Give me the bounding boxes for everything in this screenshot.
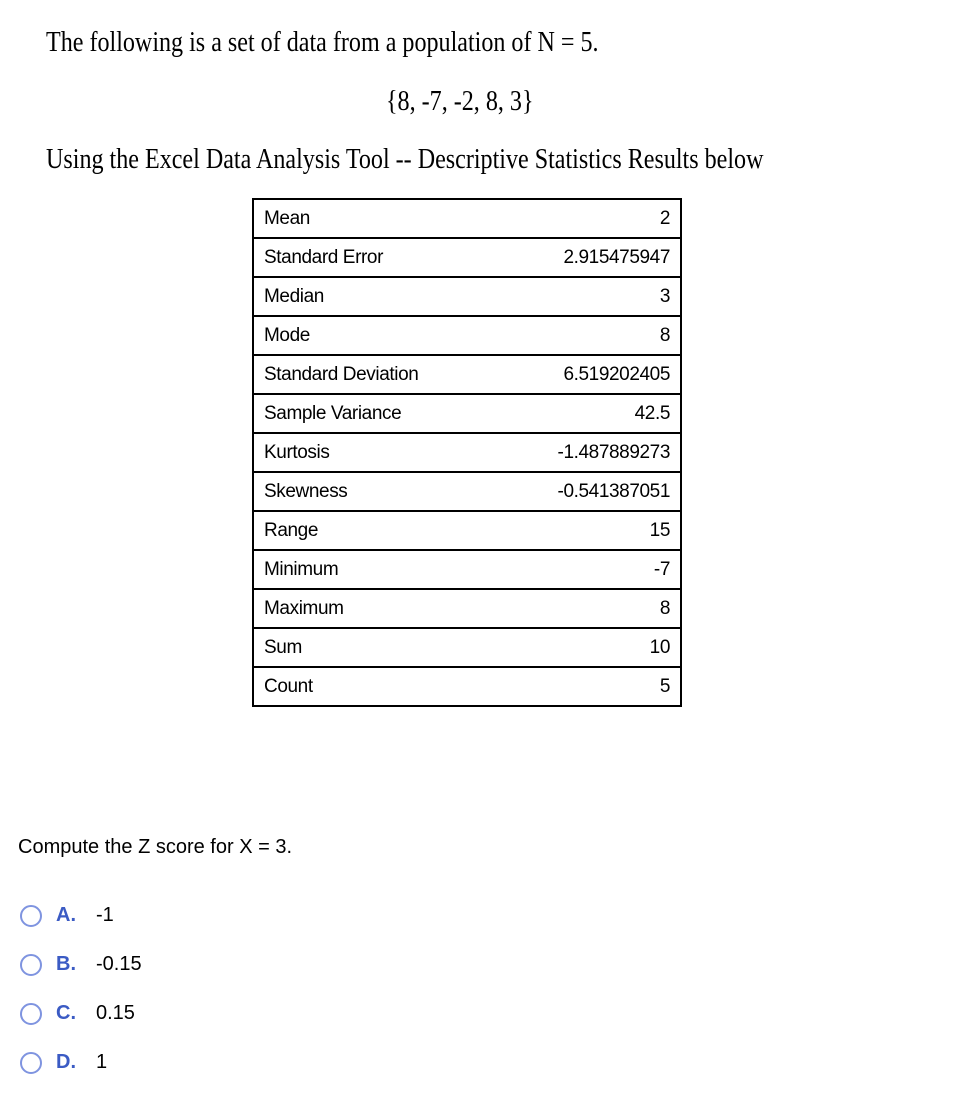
stat-value: 5 (496, 667, 681, 706)
stat-value: 3 (496, 277, 681, 316)
stat-label: Skewness (253, 472, 496, 511)
stat-label: Standard Error (253, 238, 496, 277)
table-row (253, 277, 681, 316)
stat-value: 2 (496, 199, 681, 238)
stat-value: 42.5 (496, 394, 681, 433)
stat-label: Sum (253, 628, 496, 667)
stat-label: Kurtosis (253, 433, 496, 472)
subtitle-text: Using the Excel Data Analysis Tool -- Descriptive Statistics Results below (46, 144, 764, 175)
option-letter: B. (56, 953, 76, 975)
table-row (253, 433, 681, 472)
stat-value: -0.541387051 (496, 472, 681, 511)
stat-value: -7 (496, 550, 681, 589)
table-row (253, 589, 681, 628)
stat-label: Minimum (253, 550, 496, 589)
dataset-text: {8, -7, -2, 8, 3} (386, 86, 534, 117)
option-text: -1 (96, 904, 114, 926)
table-row (253, 472, 681, 511)
stat-label: Median (253, 277, 496, 316)
stat-value: 6.519202405 (496, 355, 681, 394)
radio-button[interactable] (20, 1052, 42, 1074)
answer-option-d[interactable] (20, 1051, 107, 1074)
stat-value: -1.487889273 (496, 433, 681, 472)
stat-value: 10 (496, 628, 681, 667)
stat-label: Maximum (253, 589, 496, 628)
stat-label: Count (253, 667, 496, 706)
stat-value: 8 (496, 589, 681, 628)
option-text: 0.15 (96, 1002, 135, 1024)
answer-option-a[interactable] (20, 904, 114, 927)
stat-label: Mode (253, 316, 496, 355)
intro-text: The following is a set of data from a population of N = 5. (46, 27, 599, 58)
option-letter: C. (56, 1002, 76, 1024)
answer-option-c[interactable] (20, 1002, 135, 1025)
table-row (253, 511, 681, 550)
radio-button[interactable] (20, 1003, 42, 1025)
table-row (253, 316, 681, 355)
stat-label: Range (253, 511, 496, 550)
table-row (253, 667, 681, 706)
option-text: -0.15 (96, 953, 142, 975)
radio-button[interactable] (20, 954, 42, 976)
stat-value: 15 (496, 511, 681, 550)
table-row (253, 394, 681, 433)
stat-label: Sample Variance (253, 394, 496, 433)
table-row (253, 355, 681, 394)
option-text: 1 (96, 1051, 108, 1073)
table-row (253, 550, 681, 589)
radio-button[interactable] (20, 905, 42, 927)
stat-value: 2.915475947 (496, 238, 681, 277)
stat-label: Standard Deviation (253, 355, 496, 394)
option-letter: A. (56, 904, 76, 926)
question-text: Compute the Z score for X = 3. (18, 836, 293, 858)
option-letter: D. (56, 1051, 76, 1073)
table-row (253, 199, 681, 238)
stat-label: Mean (253, 199, 496, 238)
answer-option-b[interactable] (20, 953, 142, 976)
descriptive-statistics-table (252, 198, 682, 707)
table-row (253, 628, 681, 667)
table-row (253, 238, 681, 277)
stat-value: 8 (496, 316, 681, 355)
